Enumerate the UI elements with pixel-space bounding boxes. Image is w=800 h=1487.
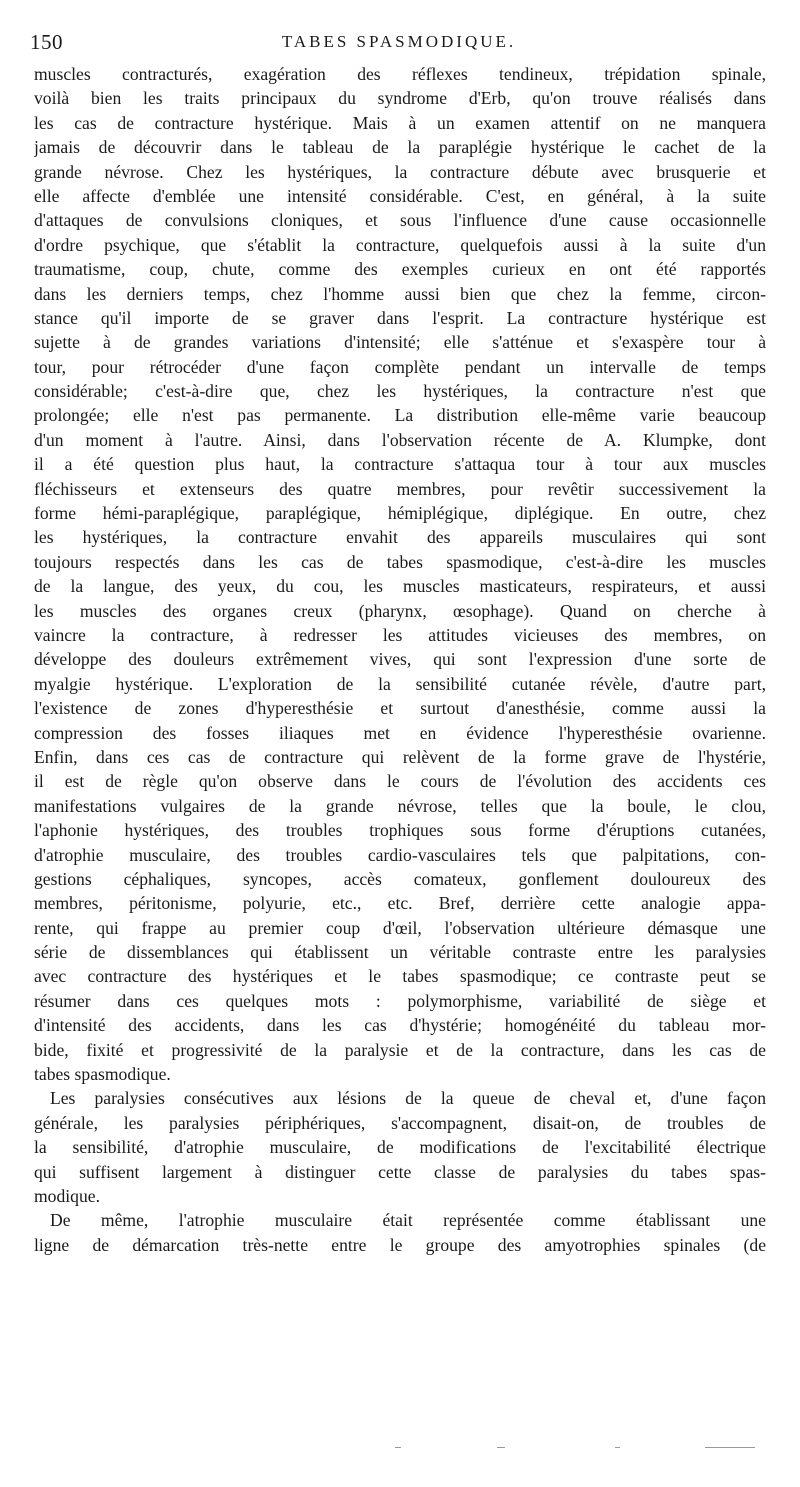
text-line: Enfin, dans ces cas de contracture qui relèvent de la forme grave de l'hystérie, xyxy=(34,746,766,767)
text-line: forme hémi-paraplégique, paraplégique, hémiplégique, diplégique. En outre, chez xyxy=(34,503,766,524)
text-line: muscles contracturés, exagération des réflexes tendineux, trépidation spinale, xyxy=(34,64,766,84)
text-line: membres, péritonisme, polyurie, etc., etc. Bref, derrière cette analogie appa- xyxy=(34,893,766,914)
text-line: Les paralysies consécutives aux lésions de la queue de cheval et, d'une façon xyxy=(50,1088,766,1109)
print-mark xyxy=(497,1447,505,1448)
text-line: les muscles des organes creux (pharynx, œsophage). Quand on cherche à xyxy=(34,600,766,621)
text-line: l'aphonie hystériques, des troubles trophiques sous forme d'éruptions cutanées, xyxy=(34,820,766,841)
text-line: manifestations vulgaires de la grande névrose, telles que la boule, le clou, xyxy=(34,795,766,816)
text-line: développe des douleurs extrêmement vives, qui sont l'expression d'une sorte de xyxy=(34,649,766,670)
text-line: dans les derniers temps, chez l'homme aussi bien que chez la femme, circon- xyxy=(34,283,766,304)
text-line: ligne de démarcation très-nette entre le groupe des amyotrophies spinales (de xyxy=(34,1234,766,1255)
text-line: il est de règle qu'on observe dans le cours de l'évolution des accidents ces xyxy=(34,771,766,792)
text-line: d'un moment à l'autre. Ainsi, dans l'observation récente de A. Klumpke, dont xyxy=(34,429,766,450)
text-line: d'intensité des accidents, dans les cas d'hystérie; homogénéité du tableau mor- xyxy=(34,1015,766,1036)
text-line: toujours respectés dans les cas de tabes spasmodique, c'est-à-dire les muscles xyxy=(34,551,766,572)
text-line: traumatisme, coup, chute, comme des exemples curieux en ont été rapportés xyxy=(34,259,766,280)
text-line: considérable; c'est-à-dire que, chez les hystériques, la contracture n'est que xyxy=(34,381,766,402)
text-line: modique. xyxy=(34,1185,100,1206)
text-line: d'atrophie musculaire, des troubles cardio-vasculaires tels que palpitations, con- xyxy=(34,844,766,865)
text-line: les cas de contracture hystérique. Mais à un examen attentif on ne manquera xyxy=(34,112,766,133)
text-line: d'attaques de convulsions cloniques, et sous l'influence d'une cause occasionnelle xyxy=(34,210,766,231)
text-line: sujette à de grandes variations d'intensité; elle s'atténue et s'exaspère tour à xyxy=(34,332,766,353)
text-line: gestions céphaliques, syncopes, accès comateux, gonflement douloureux des xyxy=(34,868,766,889)
text-line: rente, qui frappe au premier coup d'œil, l'observation ultérieure démasque une xyxy=(34,917,766,938)
page-header xyxy=(30,30,768,60)
text-line: compression des fosses iliaques met en évidence l'hyperesthésie ovarienne. xyxy=(34,722,766,743)
print-mark xyxy=(615,1447,620,1448)
body-text xyxy=(34,62,766,1257)
text-line: fléchisseurs et extenseurs des quatre membres, pour revêtir successivement la xyxy=(34,478,766,499)
text-line: résumer dans ces quelques mots : polymorphisme, variabilité de siège et xyxy=(34,990,766,1011)
text-line: générale, les paralysies périphériques, s'accompagnent, disait-on, de troubles de xyxy=(34,1112,766,1133)
text-line: stance qu'il importe de se graver dans l'esprit. La contracture hystérique est xyxy=(34,307,766,328)
text-line: elle affecte d'emblée une intensité considérable. C'est, en général, à la suite xyxy=(34,185,766,206)
text-line: de la langue, des yeux, du cou, les muscles masticateurs, respirateurs, et aussi xyxy=(34,576,766,597)
page-number: 150 xyxy=(30,30,63,54)
text-line: d'ordre psychique, que s'établit la contracture, quelquefois aussi à la suite d'un xyxy=(34,234,766,255)
text-line: la sensibilité, d'atrophie musculaire, de modifications de l'excitabilité électrique xyxy=(34,1137,766,1158)
text-line: jamais de découvrir dans le tableau de la paraplégie hystérique le cachet de la xyxy=(34,137,766,158)
text-line: série de dissemblances qui établissent un véritable contraste entre les paralysies xyxy=(34,942,766,963)
print-mark xyxy=(395,1447,401,1448)
text-line: les hystériques, la contracture envahit des appareils musculaires qui sont xyxy=(34,527,766,548)
text-line: prolongée; elle n'est pas permanente. La distribution elle-même varie beaucoup xyxy=(34,405,766,426)
text-line: voilà bien les traits principaux du syndrome d'Erb, qu'on trouve réalisés dans xyxy=(34,88,766,109)
text-line: grande névrose. Chez les hystériques, la contracture débute avec brusquerie et xyxy=(34,161,766,182)
text-line: vaincre la contracture, à redresser les attitudes vicieuses des membres, on xyxy=(34,624,766,645)
text-line: bide, fixité et progressivité de la paralysie et de la contracture, dans les cas de xyxy=(34,1039,766,1060)
text-line: myalgie hystérique. L'exploration de la sensibilité cutanée révèle, d'autre part, xyxy=(34,673,766,694)
running-title: TABES SPASMODIQUE. xyxy=(281,32,517,51)
print-mark xyxy=(705,1447,755,1448)
text-line: l'existence de zones d'hyperesthésie et surtout d'anesthésie, comme aussi la xyxy=(34,698,766,719)
text-line: avec contracture des hystériques et le tabes spasmodique; ce contraste peut se xyxy=(34,966,766,987)
text-line: il a été question plus haut, la contracture s'attaqua tour à tour aux muscles xyxy=(34,454,766,475)
text-line: qui suffisent largement à distinguer cette classe de paralysies du tabes spas- xyxy=(34,1161,766,1182)
text-line: tabes spasmodique. xyxy=(34,1064,171,1085)
footer-print-marks xyxy=(395,1444,755,1452)
text-line: De même, l'atrophie musculaire était représentée comme établissant une xyxy=(50,1210,766,1231)
text-line: tour, pour rétrocéder d'une façon complète pendant un intervalle de temps xyxy=(34,356,766,377)
